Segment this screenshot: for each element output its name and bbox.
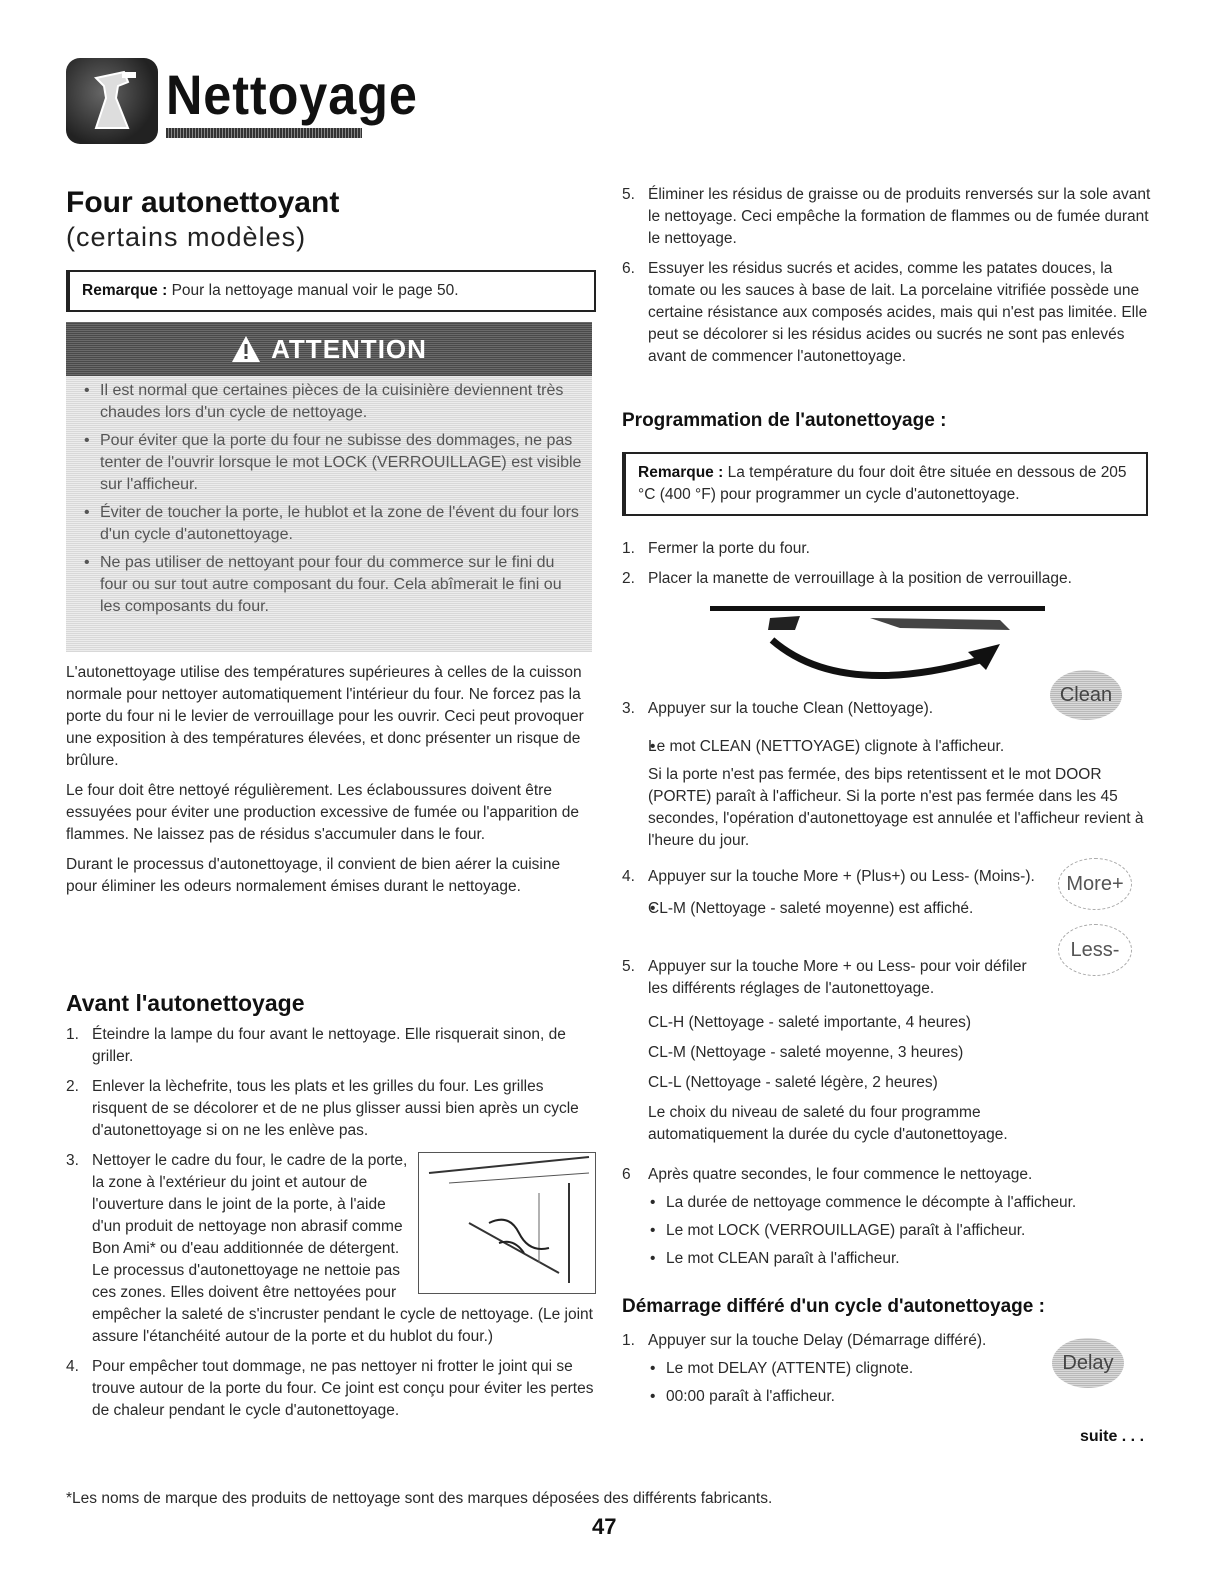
warning-item: • Ne pas utiliser de nettoyant pour four du commerce sur le fini du four ou sur tout autre composant du four. Cela abîmerait le fini ou les composants du four. (76, 552, 582, 618)
before-steps-list (66, 1024, 596, 1430)
level-item: CL-L (Nettoyage - saleté légère, 2 heures) (648, 1074, 938, 1091)
bullet-item: • Le mot CLEAN paraît à l'afficheur. (622, 1248, 1152, 1270)
warning-triangle-icon (231, 335, 261, 363)
section-title: Four autonettoyant (66, 186, 340, 219)
note-text: La température du four doit être située en dessous de 205 °C (400 °F) pour programmer un cycle d'autonettoyage. (638, 464, 1127, 503)
right-steps-top (622, 184, 1152, 376)
step-item: 1. Fermer la porte du four. (622, 540, 810, 557)
programming-steps (622, 538, 1152, 598)
intro-paragraphs (66, 662, 586, 906)
note-box-manual (66, 270, 596, 312)
delay-step-1: 1. Appuyer sur la touche Delay (Démarrage différé). • Le mot DELAY (ATTENTE) clignote. • 00:00 paraît à l'afficheur. (622, 1330, 1042, 1414)
programming-title: Programmation de l'autonettoyage : (622, 410, 947, 431)
step-3-details (622, 730, 1152, 860)
step-5: 5. Appuyer sur la touche More + ou Less- pour voir défiler les différents réglages de l'autonettoyage. (622, 958, 1027, 997)
header-underline (166, 128, 362, 138)
continued-label: suite . . . (1080, 1428, 1145, 1445)
clean-key-button[interactable]: Clean (1050, 670, 1122, 720)
level-item: CL-M (Nettoyage - saleté moyenne, 3 heures) (648, 1044, 964, 1061)
paragraph: Si la porte n'est pas fermée, des bips retentissent et le mot DOOR (PORTE) paraît à l'afficheur. Si la porte n'est pas fermée dans les 45 secondes, l'opération d'autonettoyage est annulée et l'afficheur revient à l'heure du jour. (648, 766, 1144, 849)
section-subtitle: (certains modèles) (66, 222, 307, 252)
spray-bottle-icon (66, 58, 158, 144)
delay-key-button[interactable]: Delay (1052, 1338, 1124, 1388)
step-4: 4. Appuyer sur la touche More + (Plus+) ou Less- (Moins-). • CL-M (Nettoyage - saleté moyenne) est affiché. (622, 866, 1042, 926)
page-header-title: Nettoyage (166, 63, 418, 126)
bullet-item: • Le mot LOCK (VERROUILLAGE) paraît à l'afficheur. (622, 1220, 1152, 1242)
footnote: *Les noms de marque des produits de nettoyage sont des marques déposées des différents fabricants. (66, 1490, 773, 1507)
note-text: Pour la nettoyage manual voir le page 50. (171, 282, 459, 299)
paragraph: Le choix du niveau de saleté du four programme automatiquement la durée du cycle d'autonettoyage. (648, 1104, 1008, 1143)
paragraph: L'autonettoyage utilise des températures supérieures à celles de la cuisson normale pour nettoyer automatiquement l'intérieur du four. Ne forcez pas la porte du four ni le levier de verrouillage pour les ouvrir. Ceci peut provoquer une exposition à des températures élevées, et donc présenter un risque de brûlure. (66, 664, 584, 769)
cleaning-levels (648, 1012, 1148, 1154)
note-label: Remarque : (82, 282, 168, 299)
page-number: 47 (592, 1514, 617, 1539)
warning-item: • Pour éviter que la porte du four ne subisse des dommages, ne pas tenter de l'ouvrir lorsque le mot LOCK (VERROUILLAGE) est visible sur l'afficheur. (76, 430, 582, 496)
more-key-button[interactable]: More+ (1058, 858, 1132, 910)
step-item: 2. Enlever la lèchefrite, tous les plats et les grilles du four. Les grilles risquent de se décolorer et de ne plus glisser aussi bien après un cycle d'autonettoyage si on ne les enlève pas. (66, 1078, 579, 1139)
warning-title: ATTENTION (271, 333, 427, 364)
bullet-item: • 00:00 paraît à l'afficheur. (622, 1386, 1042, 1408)
warning-box (66, 322, 592, 652)
bullet-item: • Le mot DELAY (ATTENTE) clignote. (622, 1358, 1042, 1380)
warning-item: • Il est normal que certaines pièces de la cuisinière deviennent très chaudes lors d'un cycle de nettoyage. (76, 380, 582, 424)
warning-list (76, 380, 582, 624)
step-item: 3. Nettoyer le cadre du four, le cadre de la porte, la zone à l'extérieur du joint et autour de l'ouverture dans le joint de la porte, à l'aide d'un produit de nettoyage non abrasif comme Bon Ami* ou d'eau additionnée de détergent. Le processus d'autonettoyage ne nettoie pas ces zones. Elles doivent être nettoyées pour empêcher la saleté de s'incruster pendant le cycle de nettoyage. (Le joint assure l'étanchéité autour de la porte et du hublot du four.) (66, 1150, 596, 1348)
bullet-item: • CL-M (Nettoyage - saleté moyenne) est affiché. (622, 898, 1042, 920)
step-item: 6. Essuyer les résidus sucrés et acides, comme les patates douces, la tomate ou les sauces à base de lait. La porcelaine vitrifiée possède une certaine résistance aux composés acides, mais qui n'est pas limitée. Elle peut se décolorer si les résidus acides ou sucrés ne sont pas enlevés avant de commencer l'autonettoyage. (622, 260, 1148, 365)
note-label: Remarque : (638, 464, 724, 481)
warning-item: • Éviter de toucher la porte, le hublot et la zone de l'évent du four lors d'un cycle d'autonettoyage. (76, 502, 582, 546)
before-cleaning-title: Avant l'autonettoyage (66, 990, 305, 1016)
step-6: 6 Après quatre secondes, le four commence le nettoyage. • La durée de nettoyage commence le décompte à l'afficheur. • Le mot LOCK (VERROUILLAGE) paraît à l'afficheur. • Le mot CLEAN paraît à l'afficheur. (622, 1164, 1152, 1276)
step-3: 3. Appuyer sur la touche Clean (Nettoyage). (622, 700, 934, 717)
less-key-button[interactable]: Less- (1058, 924, 1132, 976)
bullet-item: • La durée de nettoyage commence le décompte à l'afficheur. (622, 1192, 1152, 1214)
oven-door-illustration (418, 1152, 596, 1294)
bullet-item: • Le mot CLEAN (NETTOYAGE) clignote à l'afficheur. (622, 736, 1152, 758)
paragraph: Le four doit être nettoyé régulièrement. Les éclaboussures doivent être essuyées pour éviter une production excessive de fumée ou l'apparition de flammes. Ne laissez pas de résidus s'accumuler dans le four. (66, 782, 580, 843)
note-box-temperature (622, 452, 1148, 516)
delayed-start-title: Démarrage différé d'un cycle d'autonettoyage : (622, 1296, 1045, 1317)
step-item: 2. Placer la manette de verrouillage à la position de verrouillage. (622, 570, 1072, 587)
warning-header (66, 322, 592, 376)
step-item: 5. Éliminer les résidus de graisse ou de produits renversés sur la sole avant le nettoyage. Ceci empêche la formation de flammes ou de fumée durant le nettoyage. (622, 186, 1151, 247)
step-item: 4. Pour empêcher tout dommage, ne pas nettoyer ni frotter le joint qui se trouve autour de la porte du four. Ce joint est conçu pour éviter les pertes de chaleur pendant le cycle d'autonettoyage. (66, 1358, 594, 1419)
paragraph: Durant le processus d'autonettoyage, il convient de bien aérer la cuisine pour éliminer les odeurs normalement émises durant le nettoyage. (66, 856, 561, 895)
level-item: CL-H (Nettoyage - saleté importante, 4 heures) (648, 1014, 972, 1031)
step-item: 1. Éteindre la lampe du four avant le nettoyage. Elle risquerait sinon, de griller. (66, 1026, 566, 1065)
lock-lever-diagram (700, 604, 1050, 694)
